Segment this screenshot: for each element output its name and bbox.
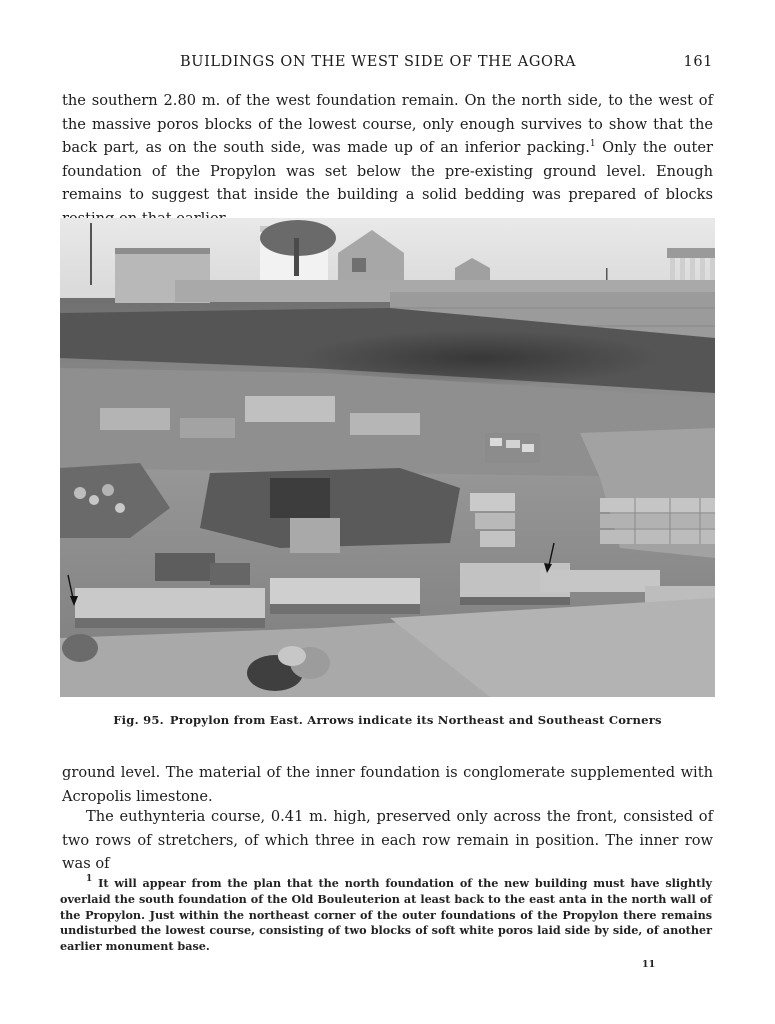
figure-caption bbox=[0, 713, 775, 727]
figure-label: Fig. 95. bbox=[113, 713, 164, 727]
paragraph-euthynteria: The euthynteria course, 0.41 m. high, preserved only across the front, consisted of two rows of stretchers, of which three in each row remain in position. The inner row was of bbox=[62, 808, 713, 872]
figure-photo bbox=[60, 218, 715, 697]
signature-mark: 11 bbox=[642, 959, 656, 970]
paragraph-top-tail: Only the outer foundation of the Propylon was set below the pre-existing ground level. Enough remains to suggest that inside the building a solid bedding was prepared of blocks bbox=[62, 139, 713, 203]
footnote bbox=[60, 876, 712, 955]
paragraph-top-text: the southern 2.80 m. of the west foundation remain. On the north side, to the west of the massive poros blocks of the lowest course, only enough survives to show that the back part, as on the south side, was made up of an inferior packing. bbox=[62, 92, 713, 156]
footnote-reference: 1 bbox=[589, 139, 596, 149]
paragraph-top bbox=[62, 89, 713, 230]
excavation-photo bbox=[60, 218, 715, 697]
running-title: BUILDINGS ON THE WEST SIDE OF THE AGORA bbox=[180, 54, 577, 70]
figure-caption-text: Propylon from East. Arrows indicate its Northeast and Southeast Corners bbox=[169, 713, 662, 727]
page-number: 161 bbox=[683, 54, 713, 70]
footnote-marker: 1 bbox=[86, 874, 93, 884]
running-header bbox=[62, 54, 713, 76]
footnote-text: It will appear from the plan that the north foundation of the new building must have slightly overlaid the south foundation of the Old Bouleuterion at least back to the east anta in the north wall of the Propylon. Just within the northeast corner of the outer foundations of the Propylon there remains undisturbed the lowest course, consisting of two blocks of soft white poros laid side by side, of another earlier monument base. bbox=[60, 876, 712, 954]
paragraph-ground-level: ground level. The material of the inner foundation is conglomerate supplemented with Acropolis limestone. bbox=[62, 764, 713, 805]
